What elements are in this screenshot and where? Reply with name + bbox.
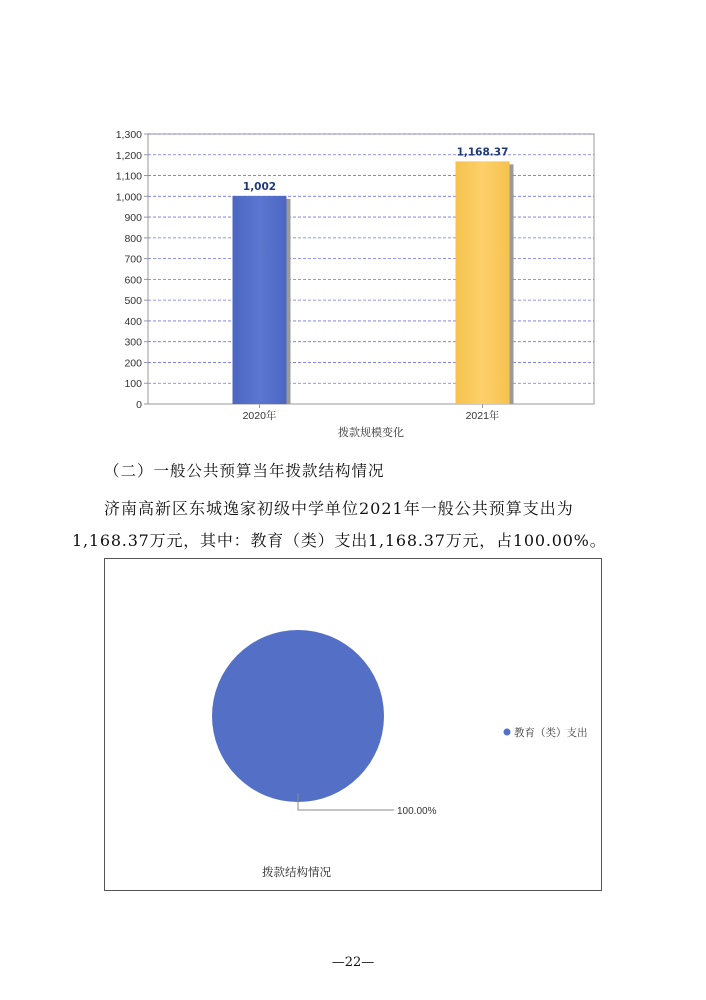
y-tick-label: 1,000 [115,191,142,204]
appropriation-scale-bar-chart [0,0,706,450]
bars [233,146,514,404]
y-tick-label: 800 [124,232,142,245]
legend-item-education: 教育（类）支出 [514,727,588,739]
y-tick-label: 300 [124,336,142,349]
y-tick-label: 600 [124,274,142,287]
y-tick-label: 1,200 [115,149,142,162]
legend-marker [504,729,511,736]
y-tick-label: 100 [124,378,142,391]
pie-slice [212,630,384,802]
y-tick-label: 0 [136,399,142,411]
paragraph-line-1: 济南高新区东城逸家初级中学单位2021年一般公共预算支出为 [104,499,574,518]
paragraph-line-2: 1,168.37万元，其中：教育（类）支出1,168.37万元，占100.00%。 [72,531,607,550]
bar-value-label: 1,168.37 [456,146,509,159]
y-tick-label: 200 [124,357,142,370]
y-tick-label: 700 [124,253,142,266]
gridlines [148,134,594,383]
bar-1 [233,196,287,404]
pie-slices [212,630,384,802]
y-tick-label: 400 [124,315,142,328]
pie-chart-title: 拨款结构情况 [262,867,331,879]
appropriation-structure-pie-chart [0,555,706,895]
y-tick-label: 900 [124,212,142,225]
x-tick-label: 2021年 [465,410,500,422]
slice-label: 100.00% [397,806,437,817]
y-tick-label: 500 [124,295,142,308]
section-heading: （二）一般公共预算当年拨款结构情况 [104,462,385,480]
plot-frame [148,134,594,404]
y-tick-label: 1,300 [115,129,142,141]
y-tick-label: 1,100 [115,170,142,183]
bar-2 [456,161,510,404]
x-axis-ticks [243,404,500,422]
bar-value-label: 1,002 [242,180,277,193]
y-axis-ticks [116,129,148,411]
x-axis-title: 拨款规模变化 [338,427,404,439]
page-number: —22— [331,955,375,970]
x-tick-label: 2020年 [242,410,277,422]
